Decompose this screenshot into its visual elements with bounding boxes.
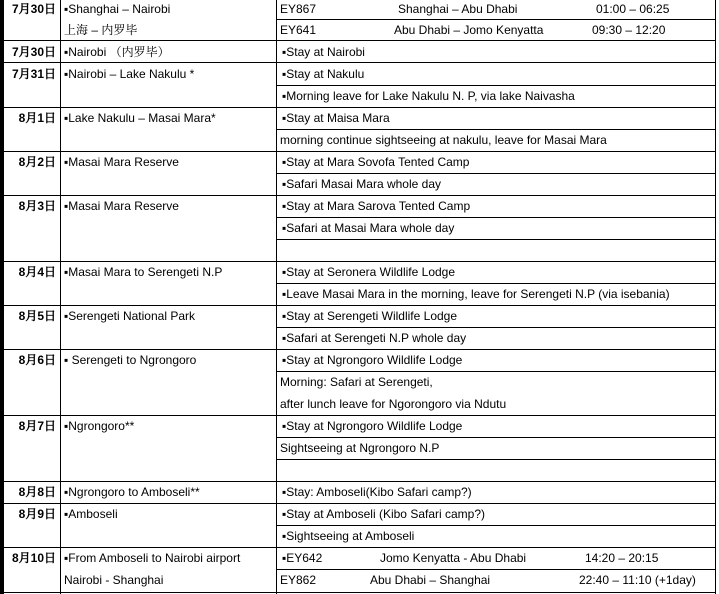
flight-leg: Jomo Kenyatta - Abu Dhabi bbox=[380, 551, 527, 565]
flight-leg: Abu Dhabi – Jomo Kenyatta bbox=[394, 23, 544, 37]
row-route: ▪Nairobi （内罗毕） bbox=[64, 45, 170, 59]
row-route: ▪Amboseli bbox=[64, 507, 118, 521]
detail-line: ▪Stay at Ngrongoro Wildlife Lodge bbox=[282, 353, 463, 367]
detail-line: Morning: Safari at Serengeti, bbox=[280, 375, 433, 389]
detail-line: ▪Leave Masai Mara in the morning, leave for Serengeti N.P (via isebania) bbox=[282, 287, 670, 301]
subline-border bbox=[276, 437, 716, 438]
row-border bbox=[0, 195, 716, 196]
row-date: 8月8日 bbox=[18, 485, 56, 499]
row-date: 8月3日 bbox=[18, 199, 56, 213]
detail-line: ▪Stay at Ngrongoro Wildlife Lodge bbox=[282, 419, 463, 433]
grid-vline-right bbox=[715, 0, 716, 594]
row-date: 8月5日 bbox=[18, 309, 56, 323]
row-route-sub: Nairobi - Shanghai bbox=[64, 573, 164, 587]
subline-border bbox=[276, 19, 716, 20]
detail-line: Sightseeing at Ngrongoro N.P bbox=[280, 441, 440, 455]
detail-line: ▪Stay at Maisa Mara bbox=[282, 111, 390, 125]
detail-line: ▪Stay at Seronera Wildlife Lodge bbox=[282, 265, 456, 279]
detail-line: ▪Morning leave for Lake Nakulu N. P, via lake Naivasha bbox=[282, 89, 575, 103]
detail-line: ▪Sightseeing at Amboseli bbox=[282, 529, 415, 543]
row-date: 8月7日 bbox=[18, 419, 56, 433]
subline-border bbox=[276, 173, 716, 174]
flight-time: 14:20 – 20:15 bbox=[585, 551, 659, 565]
row-route: ▪Shanghai – Nairobi bbox=[64, 2, 171, 16]
row-border bbox=[0, 481, 716, 482]
detail-line: ▪Safari Masai Mara whole day bbox=[282, 177, 441, 191]
row-border bbox=[0, 592, 716, 593]
detail-line: ▪Stay at Mara Sarova Tented Camp bbox=[282, 199, 471, 213]
subline-border bbox=[276, 327, 716, 328]
row-border bbox=[0, 261, 716, 262]
left-gutter-bar bbox=[0, 0, 4, 594]
flight-leg: Abu Dhabi – Shanghai bbox=[370, 573, 491, 587]
row-date: 7月31日 bbox=[11, 67, 56, 81]
row-border bbox=[0, 40, 716, 41]
row-border bbox=[0, 415, 716, 416]
flight-leg: Shanghai – Abu Dhabi bbox=[398, 2, 518, 16]
row-route: ▪Ngrongoro to Amboseli** bbox=[64, 485, 200, 499]
flight-number: EY862 bbox=[280, 573, 317, 587]
row-route: ▪Masai Mara Reserve bbox=[64, 155, 179, 169]
grid-vline-route bbox=[276, 0, 277, 594]
row-date: 8月10日 bbox=[11, 551, 56, 565]
flight-number: EY641 bbox=[280, 23, 317, 37]
row-route-cn: 上海 – 内罗毕 bbox=[64, 23, 138, 37]
detail-line: after lunch leave for Ngorongoro via Ndutu bbox=[280, 397, 507, 411]
row-route: ▪Masai Mara Reserve bbox=[64, 199, 179, 213]
subline-border bbox=[276, 239, 716, 240]
flight-number: EY867 bbox=[280, 2, 317, 16]
subline-border bbox=[276, 459, 716, 460]
row-date: 8月9日 bbox=[18, 507, 56, 521]
row-border bbox=[0, 349, 716, 350]
detail-line: ▪Safari at Serengeti N.P whole day bbox=[282, 331, 467, 345]
detail-line: ▪Stay: Amboseli(Kibo Safari camp?) bbox=[282, 485, 472, 499]
row-route: ▪Nairobi – Lake Nakulu * bbox=[64, 67, 195, 81]
row-date: 8月6日 bbox=[18, 353, 56, 367]
detail-line: ▪Stay at Serengeti Wildlife Lodge bbox=[282, 309, 458, 323]
row-date: 7月30日 bbox=[11, 45, 56, 59]
detail-line: ▪Safari at Masai Mara whole day bbox=[282, 221, 455, 235]
detail-line: ▪Stay at Nairobi bbox=[282, 45, 365, 59]
subline-border bbox=[276, 85, 716, 86]
row-date: 8月4日 bbox=[18, 265, 56, 279]
detail-line: ▪Stay at Mara Sovofa Tented Camp bbox=[282, 155, 470, 169]
row-route: ▪Masai Mara to Serengeti N.P bbox=[64, 265, 223, 279]
row-border bbox=[0, 305, 716, 306]
row-date: 8月1日 bbox=[18, 111, 56, 125]
flight-number: ▪EY642 bbox=[282, 551, 323, 565]
subline-border bbox=[276, 217, 716, 218]
row-route: ▪From Amboseli to Nairobi airport bbox=[64, 551, 241, 565]
subline-border bbox=[276, 569, 716, 570]
flight-time: 01:00 – 06:25 bbox=[596, 2, 670, 16]
row-date: 8月2日 bbox=[18, 155, 56, 169]
row-route: ▪Lake Nakulu – Masai Mara* bbox=[64, 111, 216, 125]
row-route: ▪ Serengeti to Ngrongoro bbox=[64, 353, 197, 367]
row-date: 7月30日 bbox=[11, 2, 56, 16]
detail-line: ▪Stay at Nakulu bbox=[282, 67, 365, 81]
row-border bbox=[0, 107, 716, 108]
row-border bbox=[0, 503, 716, 504]
row-route: ▪Serengeti National Park bbox=[64, 309, 195, 323]
row-border bbox=[0, 151, 716, 152]
detail-line: ▪Stay at Amboseli (Kibo Safari camp?) bbox=[282, 507, 486, 521]
flight-time: 22:40 – 11:10 (+1day) bbox=[579, 573, 696, 587]
detail-line: morning continue sightseeing at nakulu, leave for Masai Mara bbox=[280, 133, 607, 147]
subline-border bbox=[276, 129, 716, 130]
grid-vline-date bbox=[60, 0, 61, 594]
subline-border bbox=[276, 283, 716, 284]
flight-time: 09:30 – 12:20 bbox=[592, 23, 666, 37]
subline-border bbox=[276, 525, 716, 526]
row-route: ▪Ngrongoro** bbox=[64, 419, 135, 433]
row-border bbox=[0, 547, 716, 548]
subline-border bbox=[276, 371, 716, 372]
row-border bbox=[0, 62, 716, 63]
